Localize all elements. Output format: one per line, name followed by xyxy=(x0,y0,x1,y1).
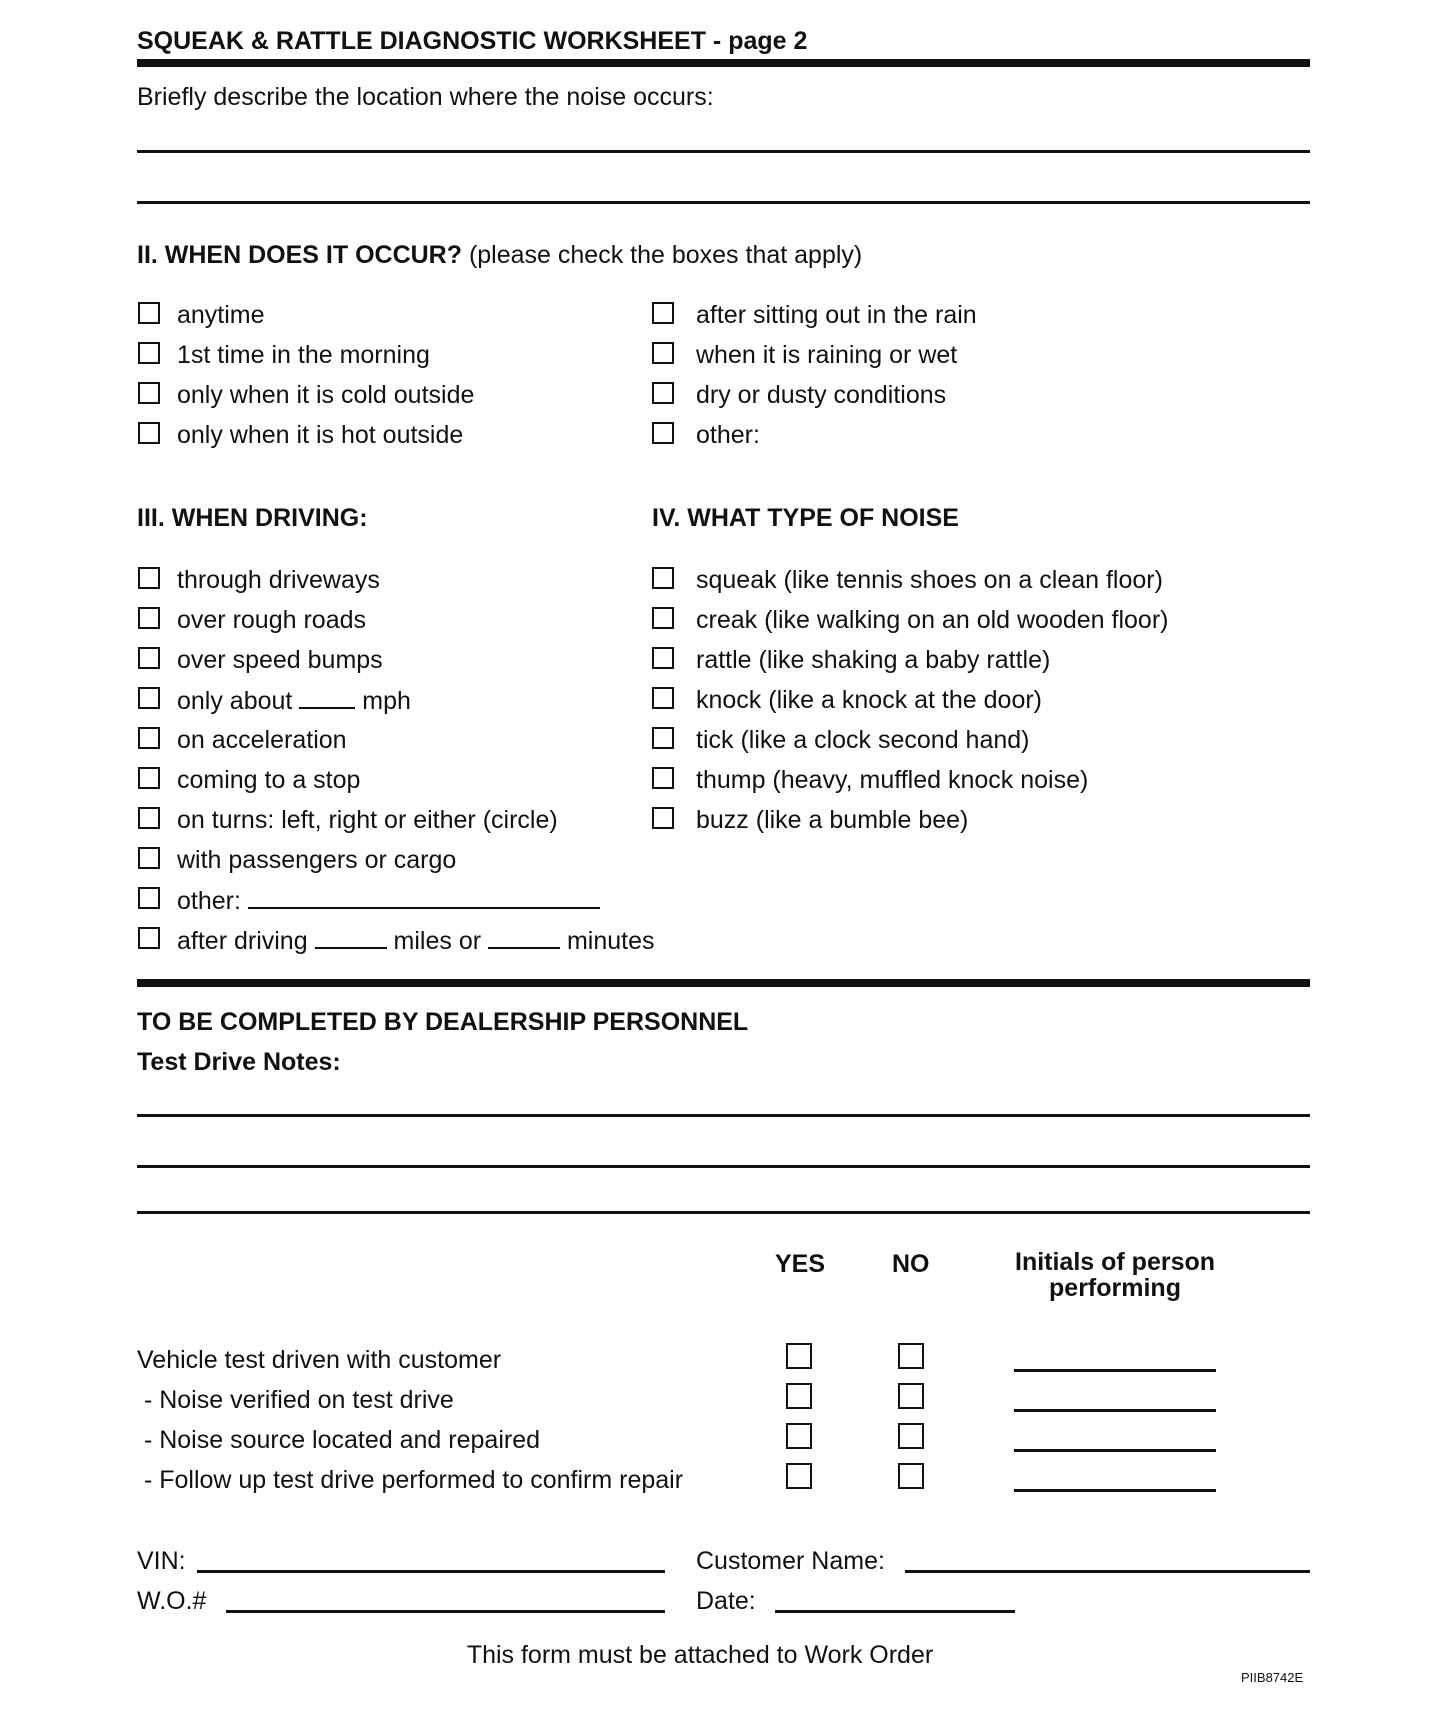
test-drive-notes-label: Test Drive Notes: xyxy=(137,1048,341,1076)
col-initials-header xyxy=(1015,1249,1215,1301)
checkbox-stop[interactable] xyxy=(138,767,160,789)
col-yes-header: YES xyxy=(775,1250,826,1278)
checkbox-dry[interactable] xyxy=(652,382,674,404)
row1-yes-checkbox[interactable] xyxy=(786,1343,812,1369)
other-driving-label: other: xyxy=(177,887,241,915)
option-label: anytime xyxy=(177,301,265,329)
option-label: only when it is hot outside xyxy=(177,421,464,449)
date-line[interactable] xyxy=(775,1610,1015,1613)
row4-initials-line[interactable] xyxy=(1014,1489,1216,1492)
checkbox-rough-roads[interactable] xyxy=(138,607,160,629)
customer-name-label: Customer Name: xyxy=(696,1547,885,1575)
wo-label: W.O.# xyxy=(137,1587,207,1615)
noise-type-heading: IV. WHAT TYPE OF NOISE xyxy=(652,504,959,532)
checkbox-turns[interactable] xyxy=(138,807,160,829)
verification-row-label: - Follow up test drive performed to confirm repair xyxy=(137,1466,684,1494)
row2-initials-line[interactable] xyxy=(1014,1409,1216,1412)
checkbox-passengers[interactable] xyxy=(138,847,160,869)
option-only-about xyxy=(177,685,411,716)
vin-label: VIN: xyxy=(137,1547,186,1575)
checkbox-rain-sitting[interactable] xyxy=(652,302,674,324)
row1-no-checkbox[interactable] xyxy=(898,1343,924,1369)
checkbox-buzz[interactable] xyxy=(652,807,674,829)
option-label: on acceleration xyxy=(177,726,347,754)
verification-row-label: Vehicle test driven with customer xyxy=(137,1346,502,1374)
customer-name-line[interactable] xyxy=(905,1570,1310,1573)
option-label: buzz (like a bumble bee) xyxy=(696,806,969,834)
title-divider xyxy=(137,59,1310,67)
checkbox-thump[interactable] xyxy=(652,767,674,789)
location-line-2[interactable] xyxy=(137,201,1310,204)
option-label: other: xyxy=(696,421,760,449)
minutes-blank[interactable] xyxy=(488,925,560,949)
only-about-suffix: mph xyxy=(362,687,411,715)
option-label: over speed bumps xyxy=(177,646,383,674)
checkbox-other-driving[interactable] xyxy=(138,887,160,909)
when-occur-heading-note: (please check the boxes that apply) xyxy=(468,241,863,269)
vin-line[interactable] xyxy=(197,1570,665,1573)
only-about-prefix: only about xyxy=(177,687,293,715)
location-line-1[interactable] xyxy=(137,150,1310,153)
mph-blank[interactable] xyxy=(299,685,355,709)
checkbox-creak[interactable] xyxy=(652,607,674,629)
after-driving-suffix: minutes xyxy=(566,927,655,955)
notes-line-1[interactable] xyxy=(137,1114,1310,1117)
checkbox-acceleration[interactable] xyxy=(138,727,160,749)
option-label: dry or dusty conditions xyxy=(696,381,947,409)
option-label: tick (like a clock second hand) xyxy=(696,726,1030,754)
when-occur-heading xyxy=(137,240,862,270)
checkbox-rattle[interactable] xyxy=(652,647,674,669)
checkbox-anytime[interactable] xyxy=(138,302,160,324)
col-initials-line-1: Initials of person xyxy=(1015,1248,1216,1276)
checkbox-raining[interactable] xyxy=(652,342,674,364)
checkbox-speed-bumps[interactable] xyxy=(138,647,160,669)
page-title: SQUEAK & RATTLE DIAGNOSTIC WORKSHEET - page 2 xyxy=(137,27,808,55)
miles-blank[interactable] xyxy=(315,925,387,949)
option-label: through driveways xyxy=(177,566,380,594)
dealership-divider xyxy=(137,979,1310,987)
row1-initials-line[interactable] xyxy=(1014,1369,1216,1372)
option-after-driving xyxy=(177,925,655,956)
option-label: over rough roads xyxy=(177,606,367,634)
row3-yes-checkbox[interactable] xyxy=(786,1423,812,1449)
checkbox-tick[interactable] xyxy=(652,727,674,749)
option-label: when it is raining or wet xyxy=(696,341,958,369)
row2-yes-checkbox[interactable] xyxy=(786,1383,812,1409)
checkbox-only-about[interactable] xyxy=(138,687,160,709)
option-other-driving xyxy=(177,885,600,916)
option-label: rattle (like shaking a baby rattle) xyxy=(696,646,1051,674)
notes-line-2[interactable] xyxy=(137,1165,1310,1168)
checkbox-cold[interactable] xyxy=(138,382,160,404)
verification-row-label: - Noise verified on test drive xyxy=(137,1386,454,1414)
dealership-heading: TO BE COMPLETED BY DEALERSHIP PERSONNEL xyxy=(137,1008,749,1036)
col-no-header: NO xyxy=(892,1250,930,1278)
when-driving-heading: III. WHEN DRIVING: xyxy=(137,504,368,532)
checkbox-hot[interactable] xyxy=(138,422,160,444)
checkbox-other-conditions[interactable] xyxy=(652,422,674,444)
notes-line-3[interactable] xyxy=(137,1211,1310,1214)
option-label: thump (heavy, muffled knock noise) xyxy=(696,766,1089,794)
option-label: creak (like walking on an old wooden floor) xyxy=(696,606,1169,634)
attach-notice: This form must be attached to Work Order xyxy=(466,1641,934,1669)
option-label: only when it is cold outside xyxy=(177,381,475,409)
option-label: after sitting out in the rain xyxy=(696,301,977,329)
location-prompt: Briefly describe the location where the noise occurs: xyxy=(137,83,714,111)
option-label: 1st time in the morning xyxy=(177,341,430,369)
option-label: with passengers or cargo xyxy=(177,846,457,874)
row3-no-checkbox[interactable] xyxy=(898,1423,924,1449)
form-code: PIIB8742E xyxy=(1241,1670,1304,1685)
option-label: squeak (like tennis shoes on a clean floor) xyxy=(696,566,1163,594)
checkbox-after-driving[interactable] xyxy=(138,927,160,949)
other-driving-blank[interactable] xyxy=(248,885,600,909)
date-label: Date: xyxy=(696,1587,756,1615)
row2-no-checkbox[interactable] xyxy=(898,1383,924,1409)
row4-yes-checkbox[interactable] xyxy=(786,1463,812,1489)
wo-line[interactable] xyxy=(226,1610,665,1613)
verification-row-label: - Noise source located and repaired xyxy=(137,1426,541,1454)
when-occur-heading-bold: II. WHEN DOES IT OCCUR? xyxy=(137,241,462,269)
after-driving-prefix: after driving xyxy=(177,927,308,955)
option-label: on turns: left, right or either (circle) xyxy=(177,806,558,834)
option-label: coming to a stop xyxy=(177,766,361,794)
row3-initials-line[interactable] xyxy=(1014,1449,1216,1452)
after-driving-mid: miles or xyxy=(393,927,482,955)
checkbox-knock[interactable] xyxy=(652,687,674,709)
checkbox-squeak[interactable] xyxy=(652,567,674,589)
row4-no-checkbox[interactable] xyxy=(898,1463,924,1489)
checkbox-driveways[interactable] xyxy=(138,567,160,589)
checkbox-morning[interactable] xyxy=(138,342,160,364)
option-label: knock (like a knock at the door) xyxy=(696,686,1042,714)
col-initials-line-2: performing xyxy=(1049,1274,1181,1302)
